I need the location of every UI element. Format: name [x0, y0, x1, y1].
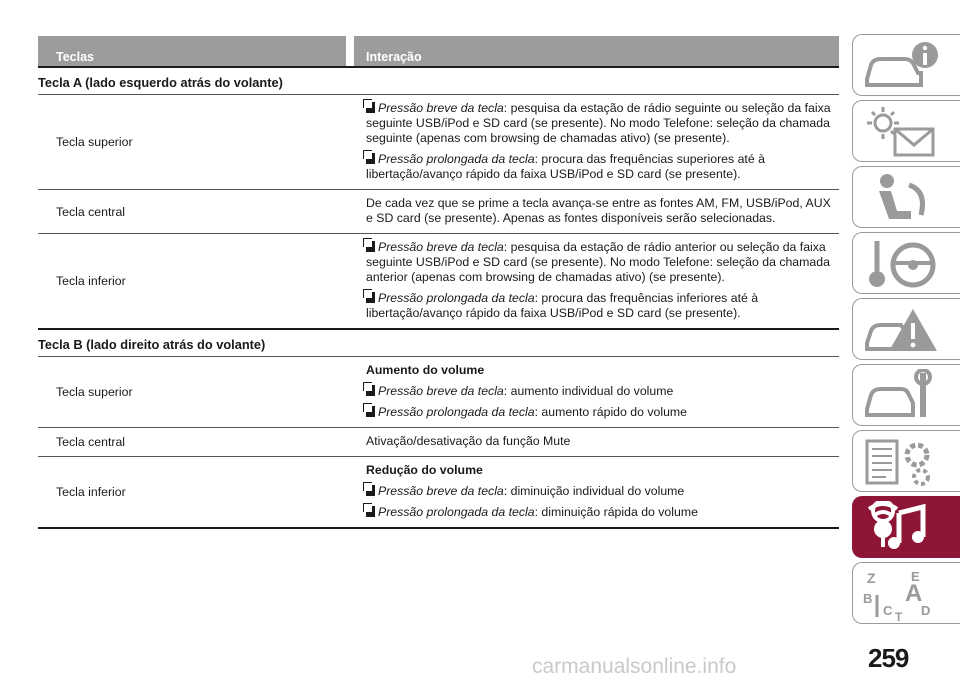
- tab-maintenance[interactable]: [852, 364, 960, 426]
- key-label: Tecla superior: [56, 135, 133, 149]
- table-row: [38, 189, 839, 233]
- key-label: Tecla central: [56, 435, 126, 449]
- tab-car-info[interactable]: [852, 34, 960, 96]
- tab-index[interactable]: [852, 562, 960, 624]
- alphabetical-index-icon: [861, 567, 941, 621]
- tab-seat-safety[interactable]: [852, 166, 960, 228]
- page-number: 259: [868, 643, 909, 673]
- car-info-icon: [861, 39, 941, 93]
- svg-text:T: T: [895, 610, 903, 621]
- table-row: [38, 356, 839, 427]
- bullet-icon: [366, 292, 375, 303]
- key-label: Tecla inferior: [56, 274, 126, 288]
- list-item: Pressão prolongada da tecla: aumento rápido do volume: [366, 405, 839, 420]
- list-item: Pressão prolongada da tecla: procura das frequências inferiores até à libertação/avanço rápido da faixa USB/iPod e SD card (se presente).: [366, 291, 759, 320]
- table-header: [38, 36, 839, 66]
- interaction-cell: [354, 457, 839, 527]
- interaction-cell: Ativação/desativação da função Mute: [366, 434, 571, 448]
- svg-text:E: E: [911, 569, 920, 584]
- tab-warning-lights[interactable]: [852, 100, 960, 162]
- list-item: Pressão breve da tecla: pesquisa da estação de rádio anterior ou seleção da faixa seguinte USB/iPod e SD card (se presente). No modo Telefone: seleção da chamada anterior (apenas com browsing de chamadas ativo) (se presente).: [366, 240, 830, 284]
- list-item: Pressão prolongada da tecla: procura das frequências superiores até à libertação/avanço rápido da faixa USB/iPod e SD card (se presente).: [366, 152, 765, 181]
- list-item: Pressão breve da tecla: pesquisa da estação de rádio seguinte ou seleção da faixa seguinte USB/iPod e SD card (se presente). No modo Telefone: seleção da chamada seguinte (apenas com browsing de chamadas ativo) (se presente).: [366, 101, 831, 145]
- tab-multimedia[interactable]: [852, 496, 960, 558]
- interaction-cell: [354, 357, 839, 427]
- svg-text:Z: Z: [867, 570, 876, 586]
- seat-safety-icon: [861, 171, 941, 225]
- bullet-icon: [366, 385, 375, 396]
- bullet-icon: [366, 506, 375, 517]
- bullet-icon: [366, 153, 375, 164]
- tab-technical-data[interactable]: [852, 430, 960, 492]
- table-row: [38, 456, 839, 527]
- table-end-rule: [38, 527, 839, 529]
- warning-lights-mail-icon: [861, 105, 941, 159]
- section-b-title: Tecla B (lado direito atrás do volante): [38, 328, 839, 356]
- emergency-triangle-icon: [861, 303, 941, 357]
- row-heading: Redução do volume: [366, 463, 483, 477]
- interaction-cell: De cada vez que se prime a tecla avança-se entre as fontes AM, FM, USB/iPod, AUX e SD card (se presente). Apenas as fontes disponíveis serão selecionadas.: [366, 196, 831, 225]
- key-label: Tecla superior: [56, 385, 133, 399]
- key-label: Tecla inferior: [56, 485, 126, 499]
- row-heading: Aumento do volume: [366, 363, 485, 377]
- car-maintenance-icon: [861, 369, 941, 423]
- svg-text:A: A: [905, 580, 923, 607]
- tab-emergency[interactable]: [852, 298, 960, 360]
- multimedia-icon: [861, 501, 941, 555]
- bullet-icon: [366, 241, 375, 252]
- bullet-icon: [366, 406, 375, 417]
- svg-text:B: B: [863, 591, 873, 606]
- interaction-cell: [354, 234, 839, 328]
- svg-text:C: C: [883, 603, 893, 618]
- table-row: [38, 94, 839, 189]
- technical-data-icon: [861, 435, 941, 489]
- bullet-icon: [366, 102, 375, 113]
- interaction-cell: [354, 95, 839, 189]
- table-row: [38, 233, 839, 328]
- list-item: Pressão breve da tecla: aumento individual do volume: [366, 384, 839, 399]
- header-col-interaction: Interação: [354, 36, 839, 66]
- key-steering-wheel-icon: [861, 237, 941, 291]
- table-row: [38, 427, 839, 456]
- list-item: Pressão prolongada da tecla: diminuição rápida do volume: [366, 505, 839, 520]
- list-item: Pressão breve da tecla: diminuição individual do volume: [366, 484, 839, 499]
- bullet-icon: [366, 485, 375, 496]
- svg-text:D: D: [921, 603, 931, 618]
- header-col-keys: Teclas: [38, 36, 346, 66]
- tab-starting-driving[interactable]: [852, 232, 960, 294]
- key-label: Tecla central: [56, 204, 126, 219]
- section-a-title: Tecla A (lado esquerdo atrás do volante): [38, 66, 839, 94]
- watermark: carmanualsonline.info: [532, 655, 737, 678]
- controls-table: [38, 36, 839, 529]
